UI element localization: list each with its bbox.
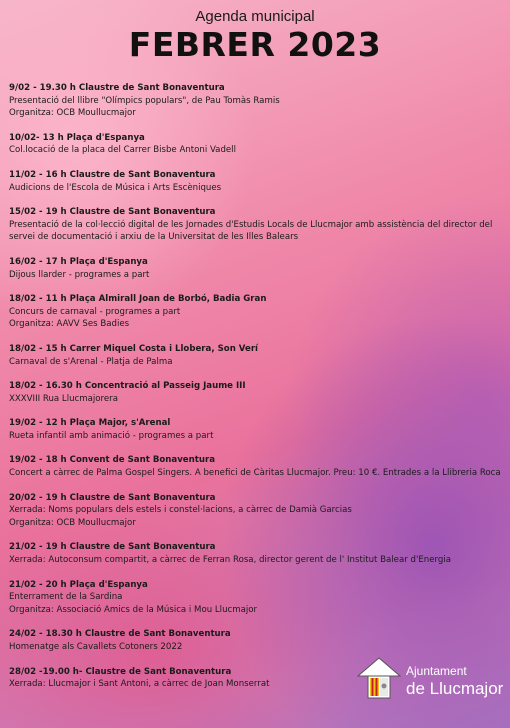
- event-list: [9, 82, 505, 703]
- event-description: Homenatge als Cavallets Cotoners 2022: [9, 642, 183, 652]
- page-title: FEBRER 2023: [128, 25, 382, 64]
- event-organizer: Organitza: OCB Moullucmajor: [9, 517, 136, 528]
- event-date-place: 10/02- 13 h Plaça d'Espanya: [9, 132, 145, 143]
- event-description: Concurs de carnaval - programes a part: [9, 306, 181, 317]
- event-item: [9, 628, 505, 653]
- event-date-place: 15/02 - 19 h Claustre de Sant Bonaventura: [9, 207, 216, 218]
- event-date-place: 18/02 - 16.30 h Concentració al Passeig Jaume III: [9, 381, 246, 392]
- event-item: [9, 82, 505, 120]
- event-item: [9, 492, 505, 530]
- event-date-place: 16/02 - 17 h Plaça d'Espanya: [9, 256, 148, 267]
- event-description: Presentació de la col·lecció digital de les Jornades d'Estudis Locals de Llucmajor amb assistència del director del servei de documentació i arxiu de la Universitat de les Illes Balears: [9, 219, 493, 243]
- event-item: [9, 256, 505, 281]
- event-item: [9, 169, 505, 194]
- event-description: Enterrament de la Sardina: [9, 592, 123, 603]
- event-date-place: 20/02 - 19 h Claustre de Sant Bonaventura: [9, 492, 216, 503]
- event-date-place: 19/02 - 18 h Convent de Sant Bonaventura: [9, 455, 216, 466]
- event-item: [9, 206, 505, 244]
- page-header: [0, 8, 510, 64]
- event-date-place: 21/02 - 20 h Plaça d'Espanya: [9, 579, 148, 590]
- event-description: XXXVIII Rua Llucmajorera: [9, 393, 118, 404]
- event-date-place: 9/02 - 19.30 h Claustre de Sant Bonaventura: [9, 83, 225, 93]
- municipal-logo: [356, 656, 506, 706]
- event-item: [9, 541, 505, 566]
- event-item: [9, 579, 505, 617]
- municipal-coat-of-arms-icon: [356, 656, 402, 706]
- event-item: [9, 293, 505, 331]
- event-description: Audicions de l'Escola de Música i Arts Escèniques: [9, 182, 222, 193]
- event-description: Rueta infantil amb animació - programes a part: [9, 430, 214, 441]
- event-organizer: Organitza: OCB Moullucmajor: [9, 108, 136, 119]
- event-item: [9, 132, 505, 157]
- event-date-place: 11/02 - 16 h Claustre de Sant Bonaventura: [9, 169, 216, 180]
- event-organizer: Organitza: Associació Amics de la Música i Mou Llucmajor: [9, 604, 258, 615]
- event-date-place: 19/02 - 12 h Plaça Major, s'Arenal: [9, 418, 171, 429]
- logo-line-1: Ajuntament: [406, 664, 467, 678]
- event-item: [9, 343, 505, 368]
- event-description: Carnaval de s'Arenal - Platja de Palma: [9, 356, 173, 367]
- event-date-place: 21/02 - 19 h Claustre de Sant Bonaventura: [9, 542, 216, 553]
- event-date-place: 18/02 - 11 h Plaça Almirall Joan de Borbó, Badia Gran: [9, 294, 267, 305]
- logo-line-2: de Llucmajor: [406, 679, 504, 698]
- event-date-place: 24/02 - 18.30 h Claustre de Sant Bonaventura: [9, 629, 231, 640]
- event-description: Xerrada: Llucmajor i Sant Antoni, a càrrec de Joan Monserrat: [9, 679, 270, 690]
- event-date-place: 28/02 -19.00 h- Claustre de Sant Bonaventura: [9, 666, 232, 677]
- event-date-place: 18/02 - 15 h Carrer Miquel Costa i Llobera, Son Verí: [9, 343, 259, 354]
- event-description: Dijous llarder - programes a part: [9, 269, 150, 280]
- event-item: [9, 380, 505, 405]
- agenda-subtitle: Agenda municipal: [195, 8, 315, 25]
- event-description: Col.locació de la placa del Carrer Bisbe Antoni Vadell: [9, 145, 236, 156]
- event-item: [9, 454, 505, 479]
- event-description: Xerrada: Noms populars dels estels i constel·lacions, a càrrec de Damià Garcias: [9, 505, 352, 516]
- event-description: Concert a càrrec de Palma Gospel Singers. A benefici de Càritas Llucmajor. Preu: 10 €. Entrades a la Llibreria Roca: [9, 468, 501, 479]
- event-description: Xerrada: Autoconsum compartit, a càrrec de Ferran Rosa, director gerent de l' Institut Balear d'Energia: [9, 555, 451, 566]
- event-organizer: Organitza: AAVV Ses Badies: [9, 319, 130, 330]
- event-description: Presentació del llibre "Olímpics populars", de Pau Tomàs Ramis: [9, 95, 280, 106]
- event-item: [9, 417, 505, 442]
